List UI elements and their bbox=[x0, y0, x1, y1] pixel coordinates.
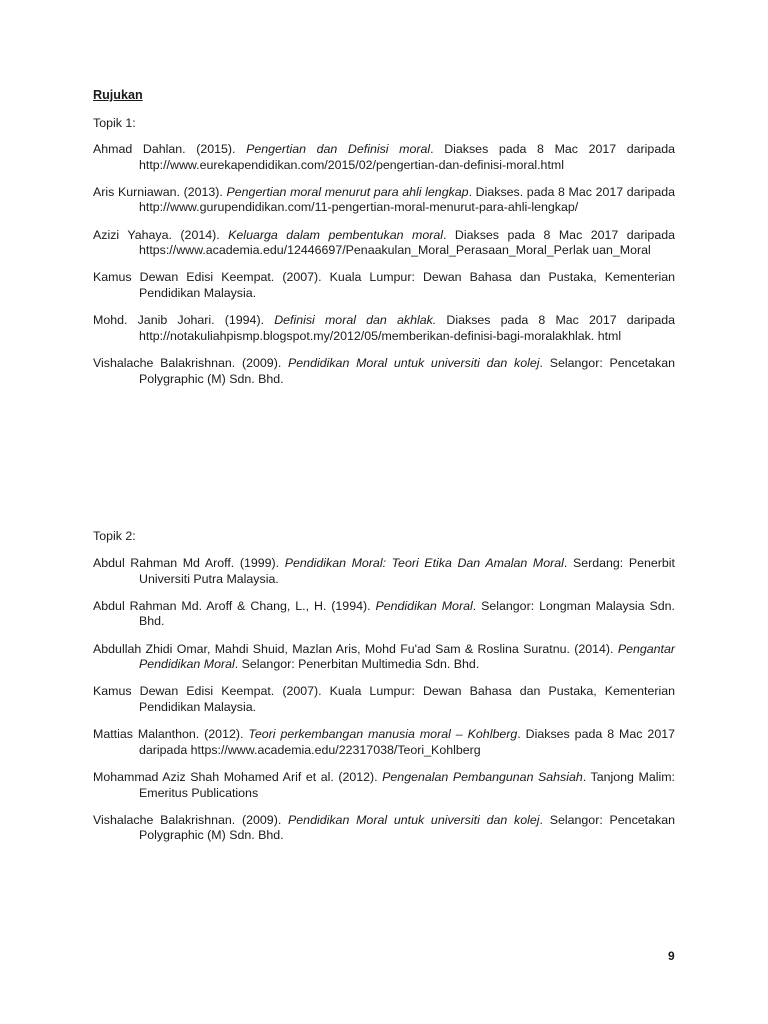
reference-entry bbox=[93, 270, 675, 301]
reference-entry bbox=[93, 599, 675, 630]
reference-title: Definisi moral dan akhlak. bbox=[274, 313, 437, 328]
reference-entry bbox=[93, 727, 675, 758]
reference-entry bbox=[93, 770, 675, 801]
page-number: 9 bbox=[668, 949, 675, 963]
topic-2-label: Topik 2: bbox=[93, 529, 136, 543]
reference-details: . Diakses pada 8 Mac 2017 daripada https://www.academia.edu/22317038/Teori_Kohlberg bbox=[139, 727, 675, 757]
reference-title: Pendidikan Moral untuk universiti dan kolej bbox=[288, 355, 540, 370]
reference-entry bbox=[93, 313, 675, 344]
topic-1-reference-list bbox=[93, 142, 675, 399]
topic-1-label: Topik 1: bbox=[93, 116, 136, 130]
reference-details: . Serdang: Penerbit Universiti Putra Malaysia. bbox=[139, 556, 675, 586]
reference-title: Keluarga dalam pembentukan moral bbox=[228, 227, 443, 242]
reference-title: Pengenalan Pembangunan Sahsiah bbox=[382, 769, 583, 784]
reference-entry bbox=[93, 642, 675, 673]
reference-author-year: Mohammad Aziz Shah Mohamed Arif et al. (2012). bbox=[93, 769, 383, 784]
reference-author-year: Abdullah Zhidi Omar, Mahdi Shuid, Mazlan Aris, Mohd Fu'ad Sam & Roslina Suratnu. (2014). bbox=[93, 641, 618, 656]
reference-title: Pendidikan Moral: Teori Etika Dan Amalan Moral bbox=[284, 556, 564, 570]
references-heading: Rujukan bbox=[93, 88, 143, 102]
reference-title: Pendidikan Moral bbox=[375, 598, 473, 613]
reference-title: Teori perkembangan manusia moral – Kohlberg bbox=[248, 727, 518, 742]
reference-details: . Selangor: Pencetakan Polygraphic (M) Sdn. Bhd. bbox=[139, 812, 675, 843]
reference-title: Pengertian dan Definisi moral bbox=[246, 142, 431, 156]
reference-title: Pendidikan Moral untuk universiti dan kolej bbox=[288, 812, 540, 827]
reference-entry bbox=[93, 556, 675, 587]
reference-author-year: Mattias Malanthon. (2012). bbox=[93, 727, 249, 742]
reference-details: . Diakses. pada 8 Mac 2017 daripada http://www.gurupendidikan.com/11-pengertian-moral-menurut-para-ahli-lengkap/ bbox=[139, 184, 676, 215]
reference-details: . Selangor: Penerbitan Multimedia Sdn. Bhd. bbox=[234, 657, 480, 672]
reference-author-year: Abdul Rahman Md Aroff. (1999). bbox=[93, 556, 285, 570]
reference-details: . Diakses pada 8 Mac 2017 daripada https://www.academia.edu/12446697/Penaakulan_Moral_Perasaan_Moral_Perlak uan_Moral bbox=[139, 227, 675, 258]
reference-entry bbox=[93, 813, 675, 844]
reference-details: . Tanjong Malim: Emeritus Publications bbox=[139, 769, 675, 800]
reference-details: . Selangor: Longman Malaysia Sdn. Bhd. bbox=[139, 598, 675, 629]
reference-entry bbox=[93, 185, 675, 216]
reference-details: . Selangor: Pencetakan Polygraphic (M) Sdn. Bhd. bbox=[139, 355, 675, 386]
reference-title: Pengantar Pendidikan Moral bbox=[139, 641, 675, 672]
reference-author-year: Aris Kurniawan. (2013). bbox=[93, 184, 227, 199]
reference-entry bbox=[93, 684, 675, 715]
reference-entry bbox=[93, 228, 675, 259]
reference-title: Pengertian moral menurut para ahli lengkap bbox=[226, 184, 469, 199]
reference-author-year: Mohd. Janib Johari. (1994). bbox=[93, 313, 275, 328]
topic-2-reference-list bbox=[93, 556, 675, 855]
reference-author-year: Vishalache Balakrishnan. (2009). bbox=[93, 355, 289, 370]
reference-details: . Diakses pada 8 Mac 2017 daripada http://www.eurekapendidikan.com/2015/02/pengertian-dan-definisi-moral.html bbox=[139, 142, 675, 172]
reference-author-year: Kamus Dewan Edisi Keempat. (2007). Kuala Lumpur: Dewan Bahasa dan Pustaka, Kementerian Pendidikan Malaysia. bbox=[93, 270, 675, 300]
reference-author-year: Ahmad Dahlan. (2015). bbox=[93, 142, 247, 156]
reference-entry bbox=[93, 142, 675, 173]
reference-author-year: Azizi Yahaya. (2014). bbox=[93, 227, 229, 242]
reference-entry bbox=[93, 356, 675, 387]
reference-author-year: Vishalache Balakrishnan. (2009). bbox=[93, 812, 289, 827]
reference-details: Diakses pada 8 Mac 2017 daripada http://notakuliahpismp.blogspot.my/2012/05/memberikan-definisi-bagi-moralakhlak. html bbox=[139, 313, 675, 343]
reference-author-year: Kamus Dewan Edisi Keempat. (2007). Kuala Lumpur: Dewan Bahasa dan Pustaka, Kementerian Pendidikan Malaysia. bbox=[93, 684, 675, 714]
reference-author-year: Abdul Rahman Md. Aroff & Chang, L., H. (1994). bbox=[93, 598, 376, 613]
